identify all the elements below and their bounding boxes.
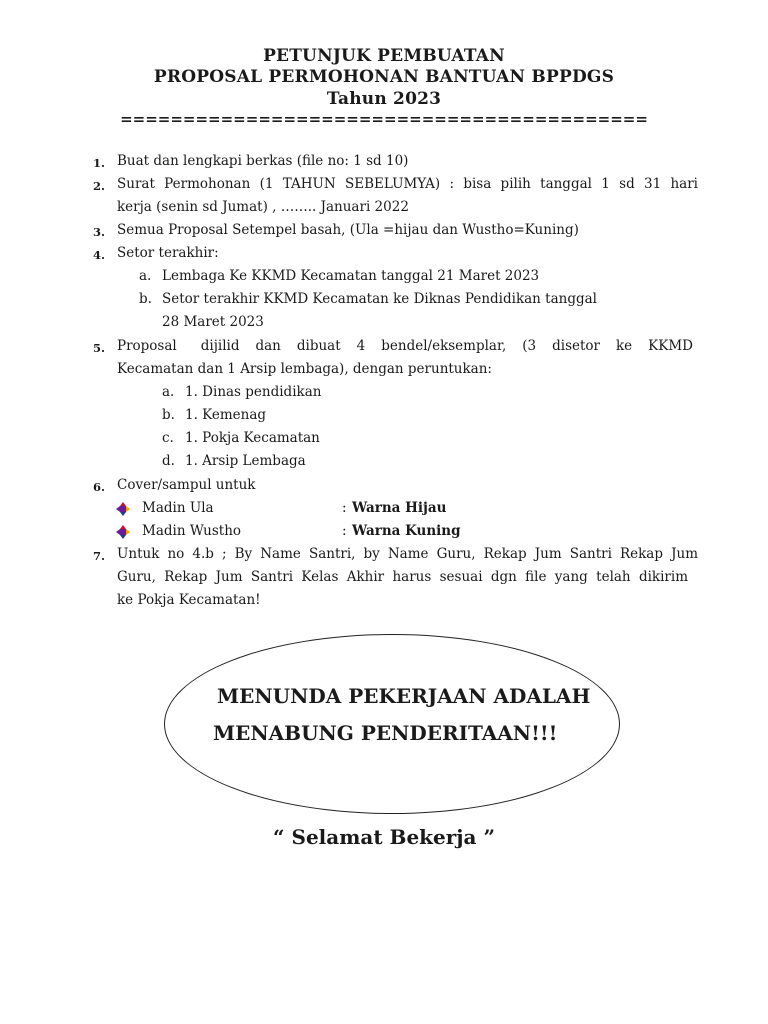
item-text: Semua Proposal Setempel basah, (Ula =hijau dan Wustho=Kuning) — [117, 222, 579, 238]
doc-title-year: Tahun 2023 — [326, 89, 442, 109]
item-text: Kecamatan dan 1 Arsip lembaga), dengan peruntukan: — [117, 361, 492, 377]
cover-separator: : — [342, 523, 347, 539]
sub-item-text: 28 Maret 2023 — [162, 314, 264, 330]
cover-label: Madin Wustho — [142, 523, 242, 539]
item-number: 2. — [93, 179, 106, 193]
motto-line-2: MENABUNG PENDERITAAN!!! — [213, 721, 558, 745]
colored-arrow-bullet-icon — [116, 502, 130, 516]
sub-item-text: 1. Dinas pendidikan — [185, 384, 322, 400]
motto-line-1: MENUNDA PEKERJAAN ADALAH — [217, 684, 591, 708]
cover-color-value: Warna Kuning — [352, 523, 461, 539]
sub-item-text: 1. Arsip Lembaga — [185, 453, 306, 469]
item-number: 5. — [93, 341, 106, 355]
item-number: 4. — [93, 248, 106, 262]
sub-item-text: 1. Kemenag — [185, 407, 267, 423]
item-text: Guru, Rekap Jum Santri Kelas Akhir harus sesuai dgn file yang telah dikirim — [117, 569, 688, 585]
sub-item-letter: b. — [139, 291, 152, 307]
doc-title-line-2: PROPOSAL PERMOHONAN BANTUAN BPPDGS — [153, 67, 615, 87]
item-text: Proposal dijilid dan dibuat 4 bendel/eksemplar, (3 disetor ke KKMD — [117, 338, 693, 354]
item-text: Untuk no 4.b ; By Name Santri, by Name Guru, Rekap Jum Santri Rekap Jum — [117, 546, 698, 562]
cover-color-value: Warna Hijau — [352, 500, 447, 516]
sub-item-letter: b. — [162, 407, 175, 423]
item-text: Buat dan lengkapi berkas (file no: 1 sd 10) — [117, 153, 409, 169]
sub-item-text: 1. Pokja Kecamatan — [185, 430, 320, 446]
closing-greeting: “ Selamat Bekerja ” — [273, 825, 495, 849]
sub-item-letter: c. — [162, 430, 174, 446]
item-text: ke Pokja Kecamatan! — [117, 592, 261, 608]
sub-item-letter: a. — [139, 268, 152, 284]
item-text: Cover/sampul untuk — [117, 477, 256, 493]
item-text: kerja (senin sd Jumat) , …….. Januari 2022 — [117, 199, 409, 215]
item-text: Setor terakhir: — [117, 245, 219, 261]
sub-item-text: Lembaga Ke KKMD Kecamatan tanggal 21 Maret 2023 — [162, 268, 540, 284]
item-number: 1. — [93, 156, 106, 170]
item-number: 6. — [93, 480, 106, 494]
doc-title-line-1: PETUNJUK PEMBUATAN — [263, 46, 505, 66]
cover-separator: : — [342, 500, 347, 516]
item-number: 7. — [93, 549, 106, 563]
sub-item-letter: d. — [162, 453, 175, 469]
sub-item-text: Setor terakhir KKMD Kecamatan ke Diknas Pendidikan tanggal — [162, 291, 597, 307]
item-number: 3. — [93, 225, 106, 239]
sub-item-letter: a. — [162, 384, 175, 400]
title-divider: ========================================== — [120, 110, 648, 128]
colored-arrow-bullet-icon — [116, 525, 130, 539]
item-text: Surat Permohonan (1 TAHUN SEBELUMYA) : bisa pilih tanggal 1 sd 31 hari — [117, 176, 698, 192]
cover-label: Madin Ula — [142, 500, 214, 516]
